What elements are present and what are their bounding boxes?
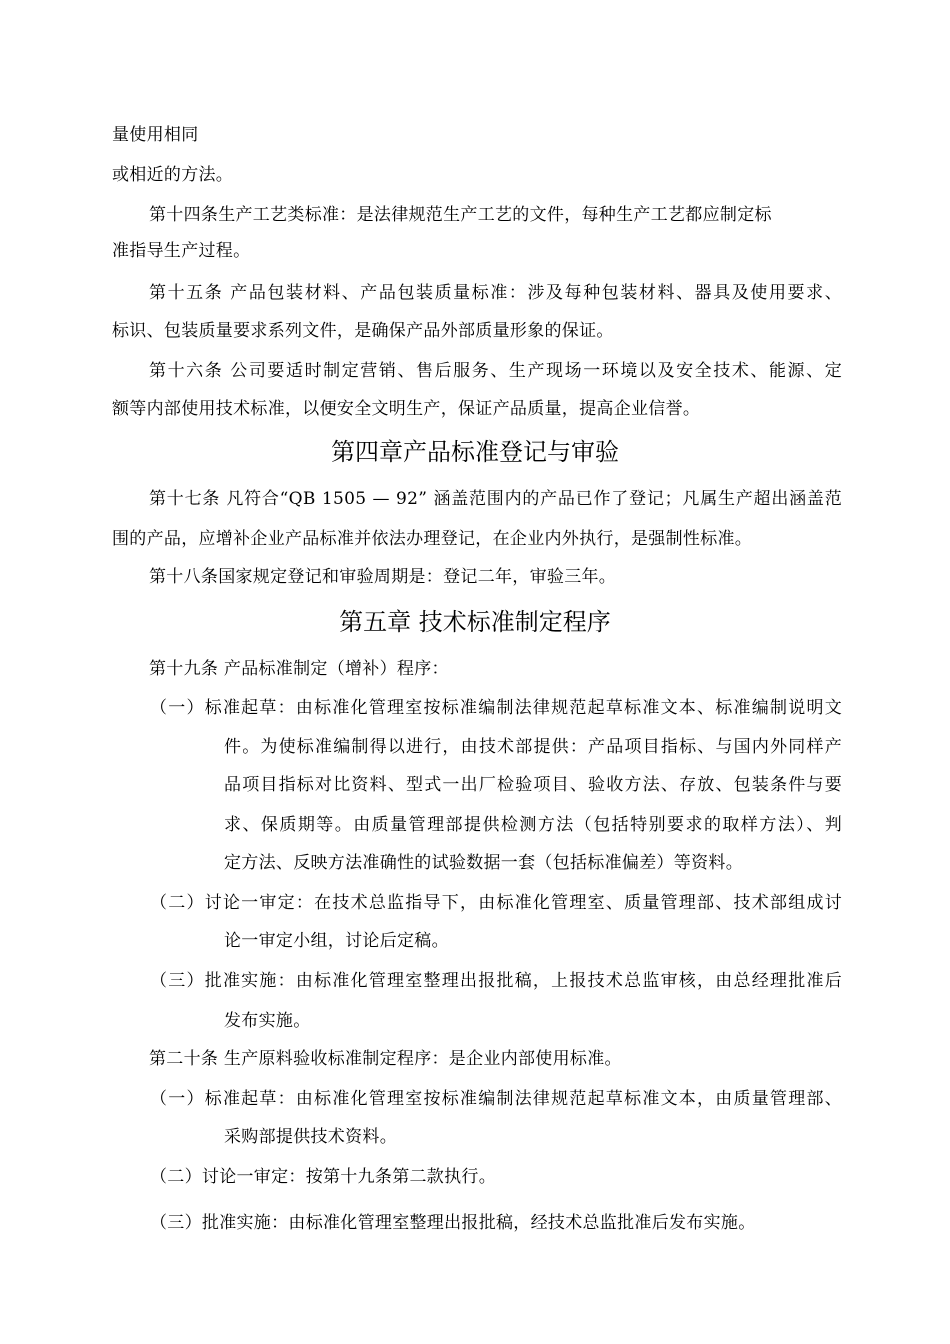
- article-20-item-1-line-2: 采购部提供技术资料。: [224, 1127, 397, 1147]
- chapter-4-title: 第四章产品标准登记与审验: [331, 438, 619, 466]
- article-16-line-1: 第十六条 公司要适时制定营销、售后服务、生产现场一环境以及安全技术、能源、定: [149, 361, 842, 381]
- text-line: 量使用相同: [112, 125, 199, 145]
- article-15-line-1: 第十五条 产品包装材料、产品包装质量标准：涉及每种包装材料、器具及使用要求、: [149, 283, 842, 303]
- article-14-line-1: 第十四条生产工艺类标准：是法律规范生产工艺的文件，每种生产工艺都应制定标: [149, 205, 772, 225]
- article-14-line-2: 准指导生产过程。: [112, 241, 251, 261]
- text-line: 或相近的方法。: [112, 165, 234, 185]
- article-17-line-2: 围的产品，应增补企业产品标准并依法办理登记，在企业内外执行，是强制性标准。: [112, 529, 753, 549]
- article-15-line-2: 标识、包装质量要求系列文件，是确保产品外部质量形象的保证。: [112, 321, 614, 341]
- article-18: 第十八条国家规定登记和审验周期是：登记二年，审验三年。: [149, 567, 617, 587]
- article-20-item-1-line-1: （一）标准起草：由标准化管理室按标准编制法律规范起草标准文本，由质量管理部、: [150, 1089, 842, 1109]
- article-19-heading: 第十九条 产品标准制定（增补）程序：: [149, 659, 449, 679]
- article-19-item-1-line-2: 件。为使标准编制得以进行，由技术部提供：产品项目指标、与国内外同样产: [224, 737, 842, 757]
- article-19-item-1-line-3: 品项目指标对比资料、型式一出厂检验项目、验收方法、存放、包装条件与要: [224, 775, 842, 795]
- article-19-item-3-line-2: 发布实施。: [224, 1011, 311, 1031]
- article-19-item-2-line-2: 论一审定小组，讨论后定稿。: [224, 931, 449, 951]
- article-19-item-1-line-1: （一）标准起草：由标准化管理室按标准编制法律规范起草标准文本、标准编制说明文: [150, 698, 842, 718]
- chapter-5-title: 第五章 技术标准制定程序: [339, 608, 611, 636]
- article-19-item-3-line-1: （三）批准实施：由标准化管理室整理出报批稿，上报技术总监审核，由总经理批准后: [150, 971, 842, 991]
- article-20-heading: 第二十条 生产原料验收标准制定程序：是企业内部使用标准。: [149, 1049, 622, 1069]
- article-20-item-2: （二）讨论一审定：按第十九条第二款执行。: [150, 1167, 496, 1187]
- article-19-item-1-line-4: 求、保质期等。由质量管理部提供检测方法（包括特别要求的取样方法）、判: [224, 815, 842, 835]
- article-16-line-2: 额等内部使用技术标准，以便安全文明生产，保证产品质量，提高企业信誉。: [112, 399, 701, 419]
- article-19-item-1-line-5: 定方法、反映方法准确性的试验数据一套（包括标准偏差）等资料。: [224, 853, 743, 873]
- article-19-item-2-line-1: （二）讨论一审定：在技术总监指导下，由标准化管理室、质量管理部、技术部组成讨: [150, 893, 842, 913]
- article-20-item-3: （三）批准实施：由标准化管理室整理出报批稿，经技术总监批准后发布实施。: [150, 1213, 756, 1233]
- article-17-line-1: 第十七条 凡符合“QB 1505 — 92” 涵盖范围内的产品已作了登记；凡属生产超出涵盖范: [149, 489, 842, 509]
